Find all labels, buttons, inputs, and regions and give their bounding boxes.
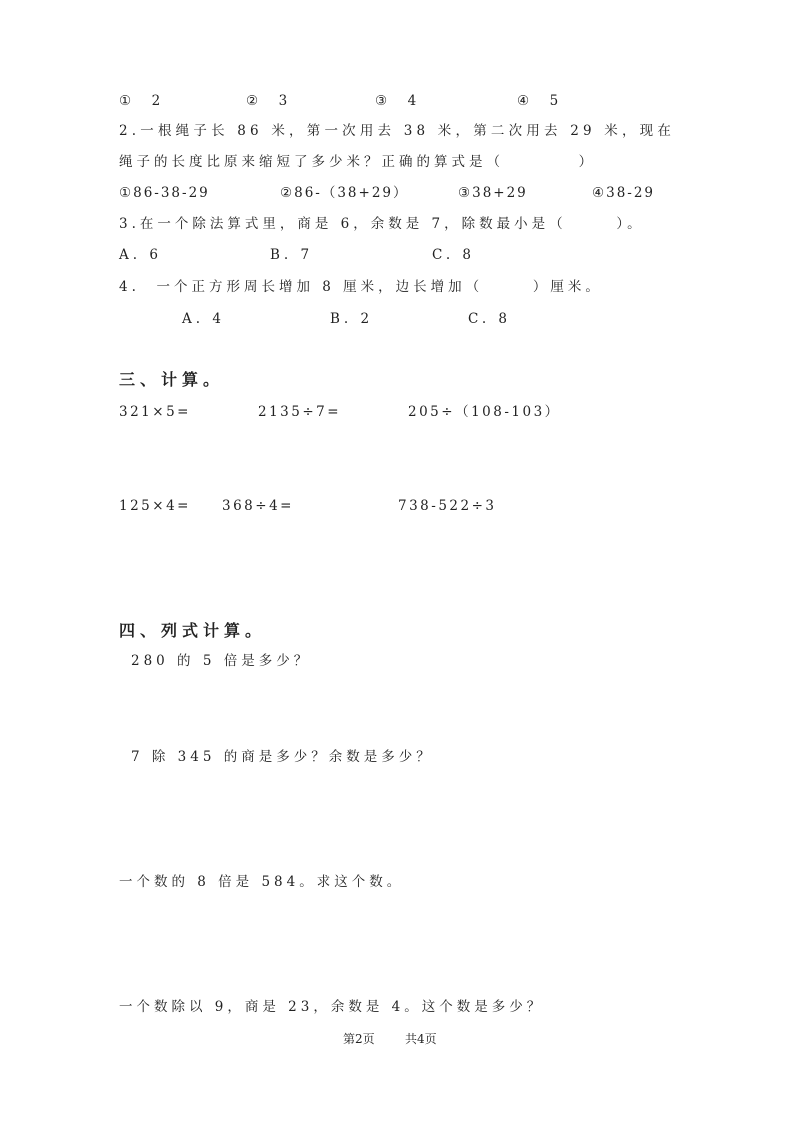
calc-5: 368÷4=: [222, 498, 294, 514]
calc-4: 125×4=: [119, 498, 191, 514]
calc-6: 738-522÷3: [398, 498, 497, 514]
word-problem-2: 7 除 345 的商是多少？余数是多少？: [131, 749, 434, 765]
section4-heading: 四、列式计算。: [119, 621, 267, 640]
calc-2: 2135÷7=: [258, 404, 342, 420]
q4-text: 4. 一个正方形周长增加 8 厘米，边长增加（ ）厘米。: [119, 279, 603, 295]
word-problem-1: 280 的 5 倍是多少？: [131, 653, 312, 669]
q3-option-a: A. 6: [119, 247, 162, 263]
word-problem-3: 一个数的 8 倍是 584。求这个数。: [119, 874, 405, 890]
q1-option-1: ① 2: [119, 93, 165, 109]
section3-heading: 三、计算。: [119, 370, 225, 389]
calc-1: 321×5=: [119, 404, 191, 420]
q2-option-1: ①86-38-29: [119, 185, 210, 201]
word-problem-4: 一个数除以 9，商是 23，余数是 4。这个数是多少？: [119, 999, 545, 1015]
q1-option-2: ② 3: [246, 93, 292, 109]
q3-option-b: B. 7: [270, 247, 314, 263]
calc-3: 205÷（108-103）: [408, 404, 561, 420]
q3-text: 3.在一个除法算式里，商是 6，余数是 7，除数最小是（ ）。: [119, 216, 645, 232]
q2-option-4: ④38-29: [592, 185, 656, 201]
q2-text-line1: 2.一根绳子长 86 米，第一次用去 38 米，第二次用去 29 米，现在: [119, 123, 676, 139]
q2-option-3: ③38+29: [458, 185, 528, 201]
page-total: 共4页: [405, 1032, 437, 1046]
page-number: 第2页: [343, 1032, 375, 1046]
q1-option-4: ④ 5: [517, 93, 563, 109]
q4-option-c: C. 8: [468, 311, 512, 327]
q2-text-line2: 绳子的长度比原来缩短了多少米？正确的算式是（ ）: [119, 154, 597, 170]
q3-option-c: C. 8: [432, 247, 476, 263]
q2-option-2: ②86-（38+29）: [280, 185, 409, 201]
q4-option-b: B. 2: [330, 311, 374, 327]
q4-option-a: A. 4: [182, 311, 225, 327]
q1-option-3: ③ 4: [375, 93, 421, 109]
